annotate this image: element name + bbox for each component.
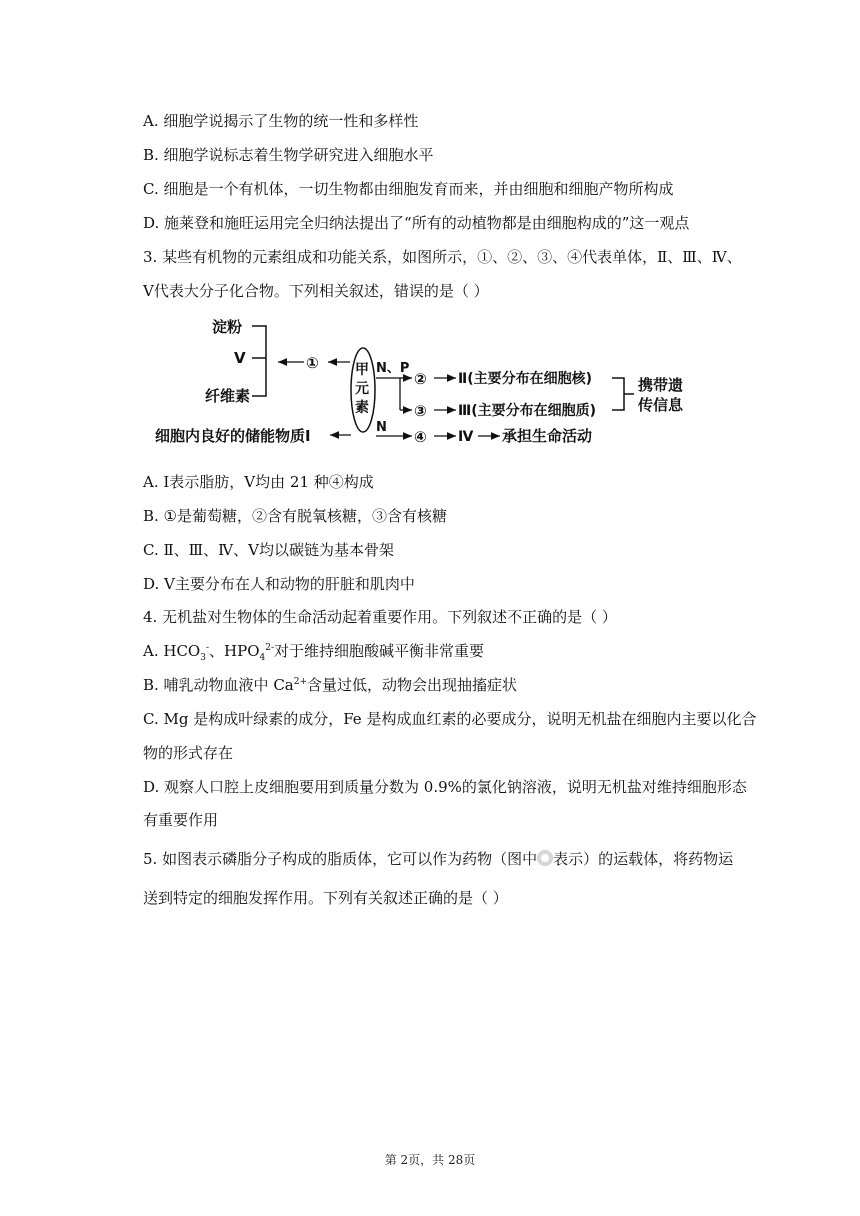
drug-icon (537, 850, 553, 866)
diagram-monomer-1: ① (306, 354, 319, 372)
q5-line1-post: 表示）的运载体，将药物运 (553, 850, 734, 868)
diagram-ii: Ⅱ(主要分布在细胞核) (458, 371, 593, 387)
page-footer: 第 2页，共 28页 (384, 1153, 476, 1167)
q4-option-a (143, 641, 484, 661)
q4-b-post: 含量过低，动物会出现抽搐症状 (307, 676, 518, 694)
q3-option-a: A. Ⅰ表示脂肪，Ⅴ均由 21 种④构成 (143, 473, 374, 491)
diagram-storage: 细胞内良好的储能物质Ⅰ (155, 427, 311, 445)
q3-option-b: B. ①是葡萄糖，②含有脱氧核糖，③含有核糖 (143, 507, 448, 525)
q4-b-pre: B. 哺乳动物血液中 Ca (143, 676, 294, 694)
q2-option-d: D. 施莱登和施旺运用完全归纳法提出了“所有的动植物都是由细胞构成的”这一观点 (143, 214, 690, 232)
q4-a-sub1: 3 (200, 653, 206, 663)
q5-stem-line2: 送到特定的细胞发挥作用。下列有关叙述正确的是（ ） (143, 889, 508, 907)
q4-a-post: 对于维持细胞酸碱平衡非常重要 (274, 642, 485, 660)
diagram-iv: Ⅳ (458, 429, 474, 445)
q4-option-c-line1: C. Mg 是构成叶绿素的成分，Fe 是构成血红素的必要成分，说明无机盐在细胞内主要以化合 (143, 710, 757, 728)
diagram-element-1: 甲 (355, 362, 369, 378)
q4-stem: 4. 无机盐对生物体的生命活动起着重要作用。下列叙述不正确的是（ ） (143, 608, 617, 626)
q5-stem-line1 (143, 849, 733, 869)
diagram-function: 承担生命活动 (502, 427, 593, 445)
diagram-iii: Ⅲ(主要分布在细胞质) (458, 403, 597, 419)
diagram-np-branch (376, 378, 400, 410)
q4-option-b (143, 675, 517, 695)
q3-stem-line2: Ⅴ代表大分子化合物。下列相关叙述，错误的是（ ） (143, 282, 489, 300)
q2-option-a: A. 细胞学说揭示了生物的统一性和多样性 (143, 112, 419, 130)
q5-line1-pre: 5. 如图表示磷脂分子构成的脂质体，它可以作为药物（图中 (143, 850, 538, 868)
diagram-starch: 淀粉 (212, 318, 243, 336)
q2-option-b: B. 细胞学说标志着生物学研究进入细胞水平 (143, 146, 434, 164)
q3-option-d: D. Ⅴ主要分布在人和动物的肝脏和肌肉中 (143, 575, 415, 593)
q4-option-d-line2: 有重要作用 (143, 811, 219, 829)
diagram-element-3: 素 (355, 400, 369, 416)
diagram-n-label: N (376, 420, 387, 435)
diagram-cellulose: 纤维素 (205, 387, 251, 405)
diagram-monomer-4: ④ (414, 428, 427, 446)
q4-b-sup: 2+ (293, 677, 308, 687)
q4-option-c-line2: 物的形式存在 (143, 744, 234, 762)
q3-option-c: C. Ⅱ、Ⅲ、Ⅳ、Ⅴ均以碳链为基本骨架 (143, 541, 394, 559)
diagram-monomer-2: ② (414, 370, 427, 388)
q4-a-mid: 、HPO (209, 642, 260, 660)
diagram-np-label: N、P (376, 361, 410, 376)
q4-option-d-line1: D. 观察人口腔上皮细胞要用到质量分数为 0.9%的氯化钠溶液，说明无机盐对维持细胞形态 (143, 778, 747, 796)
diagram-bracket-left (252, 326, 266, 396)
q4-a-sub2: 4 (259, 653, 266, 663)
q3-diagram (150, 312, 710, 462)
diagram-carry-line2: 传信息 (638, 396, 684, 414)
diagram-element-2: 元 (355, 381, 369, 397)
diagram-v: Ⅴ (234, 349, 246, 367)
q2-option-c: C. 细胞是一个有机体，一切生物都由细胞发育而来，并由细胞和细胞产物所构成 (143, 180, 674, 198)
q3-stem-line1: 3. 某些有机物的元素组成和功能关系，如图所示，①、②、③、④代表单体，Ⅱ、Ⅲ、Ⅳ、 (143, 248, 742, 266)
diagram-carry-line1: 携带遗 (638, 376, 684, 394)
q4-a-sup2: 2- (265, 643, 275, 653)
q4-a-pre: A. HCO (143, 642, 201, 660)
q4-a-sup1: - (205, 643, 210, 653)
diagram-bracket-right (612, 378, 634, 410)
diagram-monomer-3: ③ (414, 402, 427, 420)
